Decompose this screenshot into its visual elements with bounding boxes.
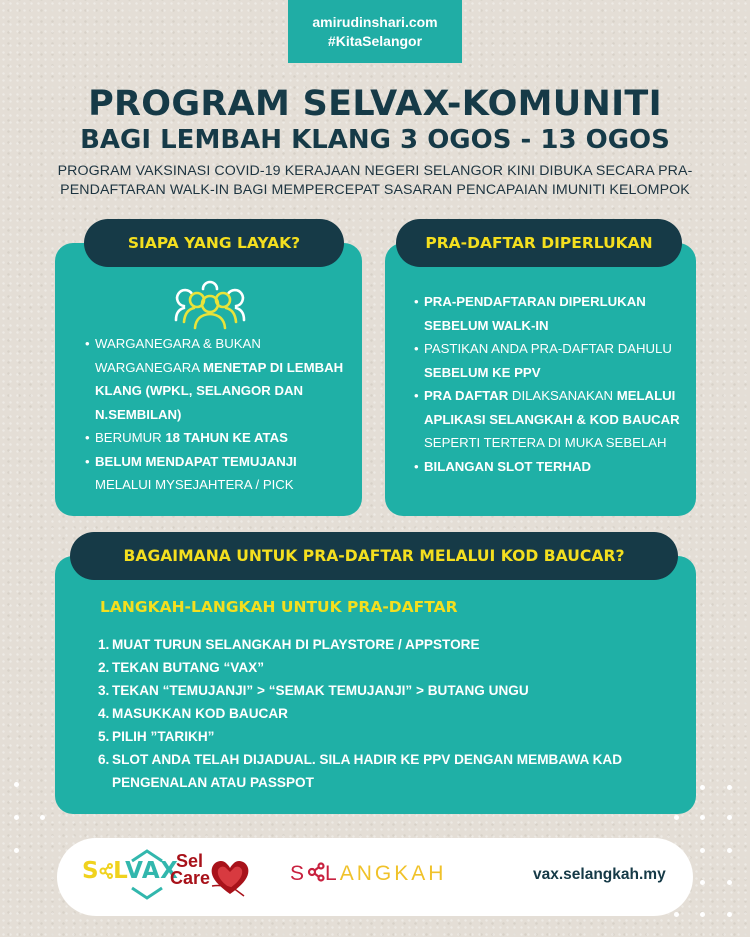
intro-line-1: PROGRAM VAKSINASI COVID-19 KERAJAAN NEGERI SELANGOR KINI DIBUKA SECARA PRA- [57,163,693,179]
selcare-logo: Sel Care [170,851,211,888]
step-item: 2. TEKAN BUTANG “VAX” [98,660,265,675]
steps-title: LANGKAH-LANGKAH UNTUK PRA-DAFTAR [100,598,458,616]
selangkah-logo: S LANGKAH [290,862,447,885]
page-title: PROGRAM SELVAX-KOMUNITI [88,84,662,124]
intro-line-2: PENDAFTARAN WALK-IN BAGI MEMPERCEPAT SASARAN PENCAPAIAN IMUNITI KELOMPOK [60,182,690,198]
selvax-logo: S LVAX [82,858,179,884]
page-subtitle-dates: BAGI LEMBAH KLANG 3 OGOS - 13 OGOS [80,125,670,155]
network-node-icon [307,861,325,883]
list-item: • PRA DAFTAR DILAKSANAKAN MELALUI APLIKASI SELANGKAH & KOD BAUCAR SEPERTI TERTERA DI MUKA SEBELAH [414,388,680,450]
preregistration-list [414,290,689,478]
howto-heading: BAGAIMANA UNTUK PRA-DAFTAR MELALUI KOD BAUCAR? [70,532,678,580]
step-item: 5. PILIH ”TARIKH” [98,729,215,744]
step-item: 4. MASUKKAN KOD BAUCAR [98,706,288,721]
preregistration-heading: PRA-DAFTAR DIPERLUKAN [396,219,682,267]
heart-icon [208,856,252,898]
list-item: • PRA-PENDAFTARAN DIPERLUKAN SEBELUM WALK-IN [414,294,646,333]
network-node-icon [99,862,113,880]
source-badge [288,0,462,63]
eligibility-heading: SIAPA YANG LAYAK? [84,219,344,267]
list-item: • BELUM MENDAPAT TEMUJANJI MELALUI MYSEJAHTERA / PICK [85,453,297,492]
steps-list [98,633,678,794]
list-item: • BERUMUR 18 TAHUN KE ATAS [85,430,288,445]
selvax-chevron-icon [130,886,164,900]
people-group-icon [170,280,250,330]
eligibility-list [85,332,355,497]
step-item: 1. MUAT TURUN SELANGKAH DI PLAYSTORE / APPSTORE [98,637,480,652]
step-item: 3. TEKAN “TEMUJANJI” > “SEMAK TEMUJANJI” > BUTANG UNGU [98,683,529,698]
source-site: amirudinshari.com [312,13,438,30]
intro-text [14,162,736,200]
list-item: • PASTIKAN ANDA PRA-DAFTAR DAHULU SEBELUM KE PPV [414,341,672,380]
hashtag: #KitaSelangor [327,32,423,49]
step-item: 6. SLOT ANDA TELAH DIJADUAL. SILA HADIR KE PPV DENGAN MEMBAWA KAD PENGENALAN ATAU PASSPOT [98,752,623,790]
list-item: • BILANGAN SLOT TERHAD [414,458,592,474]
website-link[interactable]: vax.selangkah.my [533,866,666,883]
list-item: • WARGANEGARA & BUKAN WARGANEGARA MENETAP DI LEMBAH KLANG (WPKL, SELANGOR DAN N.SEMBILAN) [85,336,344,422]
